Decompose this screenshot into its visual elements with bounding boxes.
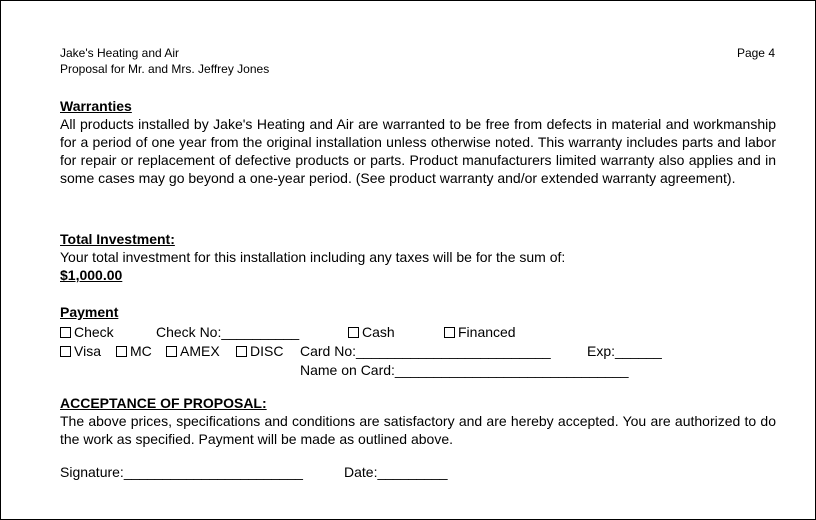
- disc-checkbox[interactable]: [236, 346, 247, 357]
- check-label: Check: [74, 324, 114, 340]
- signature-field[interactable]: Signature:_______________________: [60, 464, 303, 480]
- name-on-card-field[interactable]: Name on Card:______________________________: [300, 362, 629, 378]
- acceptance-section: [60, 394, 776, 448]
- check-number-field[interactable]: Check No:__________: [156, 324, 300, 340]
- visa-label: Visa: [74, 343, 101, 359]
- page-header: [60, 45, 269, 77]
- financed-label: Financed: [458, 324, 516, 340]
- card-number-field[interactable]: Card No:_________________________: [300, 343, 551, 359]
- acceptance-text: The above prices, specifications and conditions are satisfactory and are hereby accepted. You are authorized to do the work as specified. Payment will be made as outlined above.: [60, 413, 776, 447]
- investment-title: Total Investment:: [60, 231, 175, 247]
- amex-checkbox[interactable]: [166, 346, 177, 357]
- page-number: Page 4: [736, 46, 775, 60]
- visa-checkbox[interactable]: [60, 346, 71, 357]
- check-checkbox[interactable]: [60, 327, 71, 338]
- disc-option[interactable]: [236, 342, 283, 360]
- visa-option[interactable]: [60, 342, 101, 360]
- investment-amount: $1,000.00: [60, 267, 123, 283]
- proposal-for: Proposal for Mr. and Mrs. Jeffrey Jones: [60, 62, 270, 76]
- warranties-section: [60, 97, 776, 187]
- warranties-text: All products installed by Jake's Heating and Air are warranted to be free from defects in material and workmanship for a period of one year from the original installation unless otherwise noted. This warranty includes parts and labor for repair or replacement of defective products or parts. Product manufacturers limited warranty also applies and in some cases may go beyond a one-year period. (See product warranty and/or extended warranty agreement).: [60, 116, 776, 186]
- mc-option[interactable]: [116, 342, 152, 360]
- amex-option[interactable]: [166, 342, 220, 360]
- cash-option[interactable]: [348, 323, 395, 341]
- investment-text: Your total investment for this installation including any taxes will be for the sum of:: [60, 249, 566, 265]
- company-name: Jake's Heating and Air: [60, 46, 180, 60]
- investment-section: [60, 230, 776, 284]
- disc-label: DISC: [250, 343, 284, 359]
- acceptance-title: ACCEPTANCE OF PROPOSAL:: [60, 395, 267, 411]
- mc-label: MC: [130, 343, 152, 359]
- warranties-title: Warranties: [60, 98, 132, 114]
- payment-section: [60, 303, 776, 321]
- mc-checkbox[interactable]: [116, 346, 127, 357]
- cash-label: Cash: [362, 324, 395, 340]
- cash-checkbox[interactable]: [348, 327, 359, 338]
- payment-title: Payment: [60, 304, 119, 320]
- financed-option[interactable]: [444, 323, 516, 341]
- date-field[interactable]: Date:_________: [344, 464, 448, 480]
- amex-label: AMEX: [180, 343, 220, 359]
- financed-checkbox[interactable]: [444, 327, 455, 338]
- expiration-field[interactable]: Exp:______: [587, 343, 662, 359]
- check-option[interactable]: [60, 323, 114, 341]
